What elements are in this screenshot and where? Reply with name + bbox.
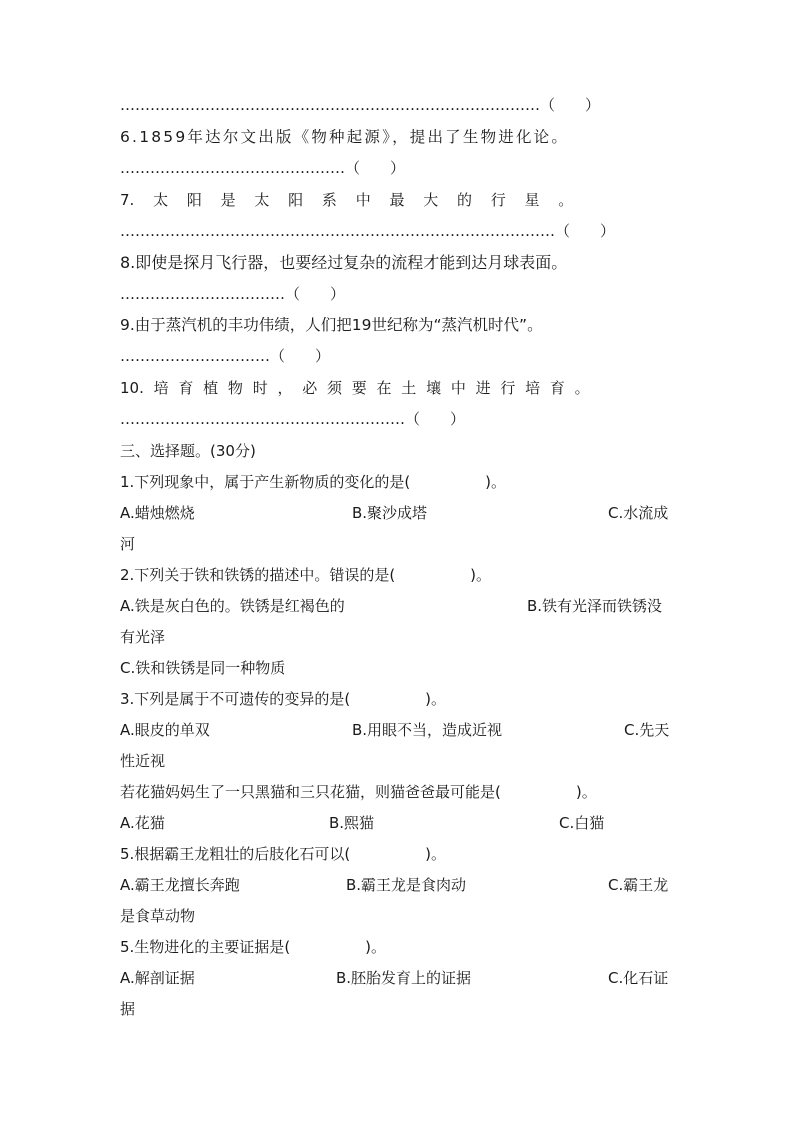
choice-q6-option-b: B.胚胎发育上的证据 xyxy=(336,969,472,987)
judgement-q10-tail: …………………………………………………（ ） xyxy=(120,410,466,428)
choice-q4-option-a: A.花猫 xyxy=(120,814,165,832)
choice-q5: 5.根据霸王龙粗壮的后肢化石可以( )。 xyxy=(120,845,447,863)
choice-q1: 1.下列现象中，属于产生新物质的变化的是( )。 xyxy=(120,473,507,491)
choice-q6-option-c: C.化石证 xyxy=(608,969,669,987)
choice-q5-option-b: B.霸王龙是食肉动 xyxy=(346,876,467,894)
choice-q6-option-c-cont: 据 xyxy=(120,1000,136,1018)
choice-q5-option-a: A.霸王龙擅长奔跑 xyxy=(120,876,240,894)
choice-q1-option-c-cont: 河 xyxy=(120,535,136,553)
choice-q2-option-a: A.铁是灰白色的。铁锈是红褐色的 xyxy=(120,597,345,615)
choice-q5-option-c: C.霸王龙 xyxy=(608,876,669,894)
judgement-q8-tail: ……………………………（ ） xyxy=(120,285,346,303)
choice-q2-option-b: B.铁有光泽而铁锈没 xyxy=(527,597,663,615)
judgement-line-tail: …………………………………………………………………………（ ） xyxy=(120,96,601,114)
judgement-q9-tail: …………………………（ ） xyxy=(120,347,331,365)
choice-q1-option-c: C.水流成 xyxy=(608,504,669,522)
section-header-choice: 三、选择题。(30分) xyxy=(120,442,256,460)
judgement-q9: 9.由于蒸汽机的丰功伟绩，人们把19世纪称为“蒸汽机时代”。 xyxy=(120,316,543,334)
choice-q2-option-b-cont: 有光泽 xyxy=(120,628,166,646)
choice-q3-option-c: C.先天 xyxy=(624,721,670,739)
choice-q3-option-a: A.眼皮的单双 xyxy=(120,721,210,739)
judgement-q10: 10. 培 育 植 物 时 ， 必 须 要 在 土 壤 中 进 行 培 育 。 xyxy=(120,379,590,397)
choice-q3-option-c-cont: 性近视 xyxy=(120,752,166,770)
choice-q4-option-b: B.熙猫 xyxy=(329,814,375,832)
choice-q2-option-c: C.铁和铁锈是同一种物质 xyxy=(120,659,286,677)
choice-q4: 若花猫妈妈生了一只黑猫和三只花猫，则猫爸爸最可能是( )。 xyxy=(120,783,597,801)
choice-q6-option-a: A.解剖证据 xyxy=(120,969,195,987)
choice-q2: 2.下列关于铁和铁锈的描述中。错误的是( )。 xyxy=(120,566,492,584)
judgement-q6: 6.1859年达尔文出版《物种起源》，提出了生物进化论。 xyxy=(120,128,570,146)
choice-q1-option-a: A.蜡烛燃烧 xyxy=(120,504,195,522)
judgement-q7: 7. 太 阳 是 太 阳 系 中 最 大 的 行 星 。 xyxy=(120,191,574,209)
judgement-q6-tail: ………………………………………（ ） xyxy=(120,159,406,177)
choice-q1-option-b: B.聚沙成塔 xyxy=(352,504,428,522)
judgement-q8: 8.即使是探月飞行器，也要经过复杂的流程才能到达月球表面。 xyxy=(120,253,568,272)
choice-q4-option-c: C.白猫 xyxy=(559,814,605,832)
choice-q5-option-c-cont: 是食草动物 xyxy=(120,907,196,925)
judgement-q7-tail: ……………………………………………………………………………（ ） xyxy=(120,222,616,240)
choice-q6: 5.生物进化的主要证据是( )。 xyxy=(120,938,387,956)
choice-q3: 3.下列是属于不可遗传的变异的是( )。 xyxy=(120,690,447,708)
choice-q3-option-b: B.用眼不当，造成近视 xyxy=(352,721,503,739)
